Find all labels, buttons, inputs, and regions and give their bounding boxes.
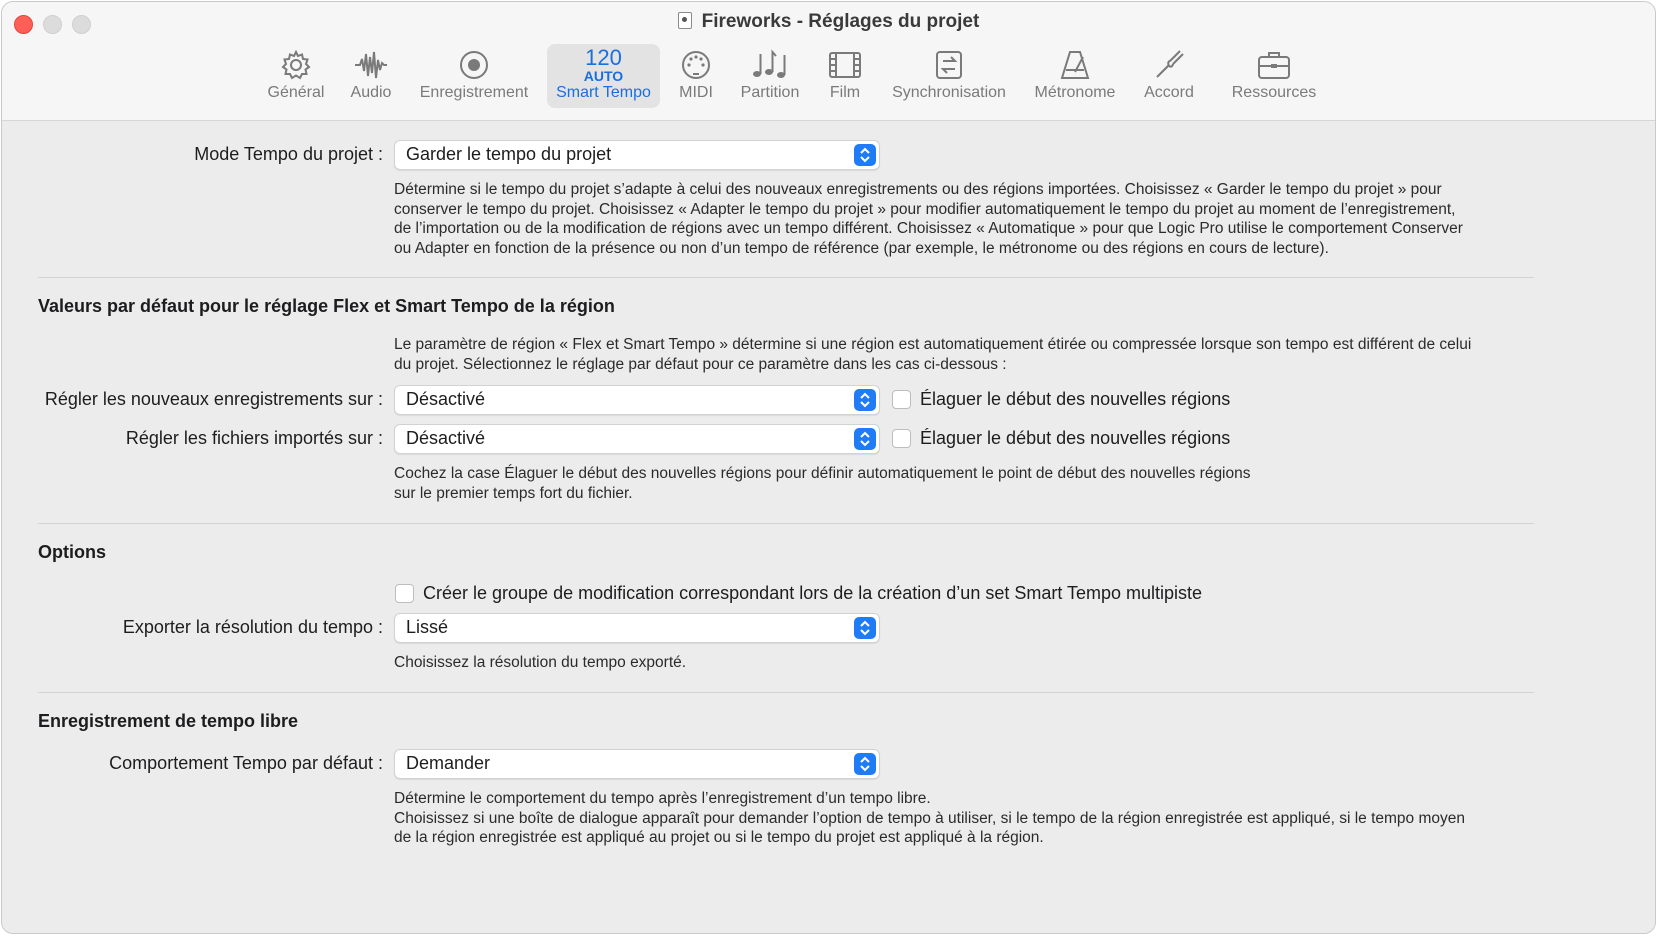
tab-tuning-label: Accord	[1144, 84, 1194, 101]
window-title	[2, 11, 1655, 33]
trim-imported-files-label: Élaguer le début des nouvelles régions	[920, 428, 1231, 448]
trim-note	[394, 464, 1251, 503]
tab-smart-tempo-label: Smart Tempo	[556, 84, 651, 101]
default-tempo-behavior-value: Demander	[406, 753, 491, 773]
tuning-fork-icon	[1152, 48, 1186, 82]
tab-metronome[interactable]	[1028, 44, 1122, 108]
briefcase-icon	[1256, 48, 1292, 82]
tempo-value: 120	[585, 45, 622, 70]
tab-sync[interactable]	[884, 44, 1014, 108]
tab-film[interactable]	[819, 44, 871, 108]
separator	[38, 277, 1534, 278]
separator	[38, 523, 1534, 524]
trim-imported-files-checkbox[interactable]	[892, 429, 911, 448]
description-line: Le paramètre de région « Flex et Smart Tempo » détermine si une région est automatiquement étirée ou compressée lorsque son tempo est différent de celui	[394, 336, 1472, 353]
record-icon	[457, 48, 491, 82]
default-tempo-behavior-label: Comportement Tempo par défaut :	[109, 753, 383, 773]
create-edit-group-checkbox[interactable]	[395, 584, 414, 603]
description-line: de la région enregistrée est appliqué au projet ou si le tempo du projet est appliqué à la région.	[394, 829, 1044, 846]
default-tempo-behavior-select[interactable]	[394, 749, 880, 779]
export-resolution-select[interactable]	[394, 613, 880, 643]
tab-recording-label: Enregistrement	[419, 84, 529, 101]
project-tempo-mode-select[interactable]	[394, 140, 880, 170]
description-line: Cochez la case Élaguer le début des nouvelles régions pour définir automatiquement le point de début des nouvelles régions	[394, 465, 1251, 482]
tab-score-label: Partition	[740, 84, 800, 101]
sync-icon	[932, 48, 966, 82]
smart-tempo-settings-pane	[2, 121, 1655, 933]
options-section-title: Options	[38, 542, 106, 562]
tab-general-label: Général	[267, 84, 325, 101]
tab-tuning[interactable]	[1136, 44, 1202, 108]
select-stepper-icon	[854, 753, 876, 775]
description-line: sur le premier temps fort du fichier.	[394, 484, 633, 502]
tab-resources-label: Ressources	[1231, 84, 1317, 101]
select-stepper-icon	[854, 144, 876, 166]
document-icon	[678, 12, 692, 29]
project-tempo-description	[394, 180, 1463, 258]
waveform-icon	[353, 48, 389, 82]
export-resolution-value: Lissé	[406, 617, 449, 637]
project-tempo-mode-value: Garder le tempo du projet	[406, 144, 612, 164]
tab-sync-label: Synchronisation	[892, 84, 1006, 101]
tab-smart-tempo[interactable]	[547, 44, 660, 108]
separator	[38, 692, 1534, 693]
imported-files-value: Désactivé	[406, 428, 486, 448]
select-stepper-icon	[854, 389, 876, 411]
film-icon	[827, 48, 863, 82]
new-recordings-value: Désactivé	[406, 389, 486, 409]
tab-midi-label: MIDI	[679, 84, 713, 101]
free-tempo-section-title: Enregistrement de tempo libre	[38, 711, 299, 731]
gear-icon	[279, 48, 313, 82]
new-recordings-label: Régler les nouveaux enregistrements sur :	[44, 389, 383, 409]
description-line: Détermine le comportement du tempo après l’enregistrement d’un tempo libre.	[394, 790, 931, 807]
description-line: Détermine si le tempo du projet s’adapte à celui des nouveaux enregistrements ou des régions importées. Choisissez « Garder le tempo du projet » pour	[394, 181, 1442, 198]
create-edit-group-label: Créer le groupe de modification correspondant lors de la création d’un set Smart Tempo multipiste	[423, 583, 1203, 603]
tab-midi[interactable]	[670, 44, 722, 108]
trim-new-recordings-label: Élaguer le début des nouvelles régions	[920, 389, 1231, 409]
settings-toolbar	[2, 44, 1655, 110]
project-tempo-mode-label: Mode Tempo du projet :	[194, 144, 383, 164]
tab-metronome-label: Métronome	[1034, 84, 1116, 101]
midi-port-icon	[679, 48, 713, 82]
music-notes-icon	[750, 48, 790, 82]
flex-section-title: Valeurs par défaut pour le réglage Flex et Smart Tempo de la région	[38, 296, 615, 316]
export-resolution-label: Exporter la résolution du tempo :	[122, 617, 383, 637]
titlebar	[2, 2, 1655, 121]
tab-audio[interactable]	[340, 44, 402, 108]
imported-files-label: Régler les fichiers importés sur :	[125, 428, 383, 448]
description-line: de l’importation ou de la modification de régions avec un tempo différent. Choisissez « Automatique » pour que Logic Pro utilise le comportement Conserver	[394, 220, 1463, 237]
window-title-text: Fireworks - Réglages du projet	[701, 11, 980, 32]
select-stepper-icon	[854, 428, 876, 450]
description-line: Choisissez si une boîte de dialogue apparaît pour demander l’option de tempo à utiliser, si le tempo de la région enregistrée est appliqué, si le tempo moyen	[394, 809, 1466, 827]
trim-new-recordings-checkbox[interactable]	[892, 390, 911, 409]
flex-section-intro	[394, 335, 1471, 374]
new-recordings-select[interactable]	[394, 385, 880, 415]
tab-audio-label: Audio	[350, 84, 392, 101]
select-stepper-icon	[854, 617, 876, 639]
project-settings-window	[1, 1, 1656, 934]
tab-general[interactable]	[260, 44, 332, 108]
export-resolution-description: Choisissez la résolution du tempo exporté.	[394, 654, 687, 671]
description-line: conserver le tempo du projet. Choisissez « Adapter le tempo du projet » pour modifier automatiquement le tempo du projet au moment de l’enregistrement,	[394, 200, 1456, 218]
free-tempo-description	[394, 789, 1465, 848]
tab-resources[interactable]	[1224, 44, 1324, 108]
description-line: du projet. Sélectionnez le réglage par défaut pour ce paramètre dans les cas ci-dessous :	[394, 355, 1007, 373]
imported-files-select[interactable]	[394, 424, 880, 454]
description-line: ou Adapter en fonction de la présence ou non d’un tempo de référence (par exemple, le métronome ou des régions en cours de lecture).	[394, 239, 1329, 257]
tab-recording[interactable]	[414, 44, 534, 108]
tempo-mode: AUTO	[583, 68, 624, 84]
metronome-icon	[1058, 48, 1092, 82]
tab-score[interactable]	[735, 44, 805, 108]
tab-film-label: Film	[829, 84, 861, 101]
